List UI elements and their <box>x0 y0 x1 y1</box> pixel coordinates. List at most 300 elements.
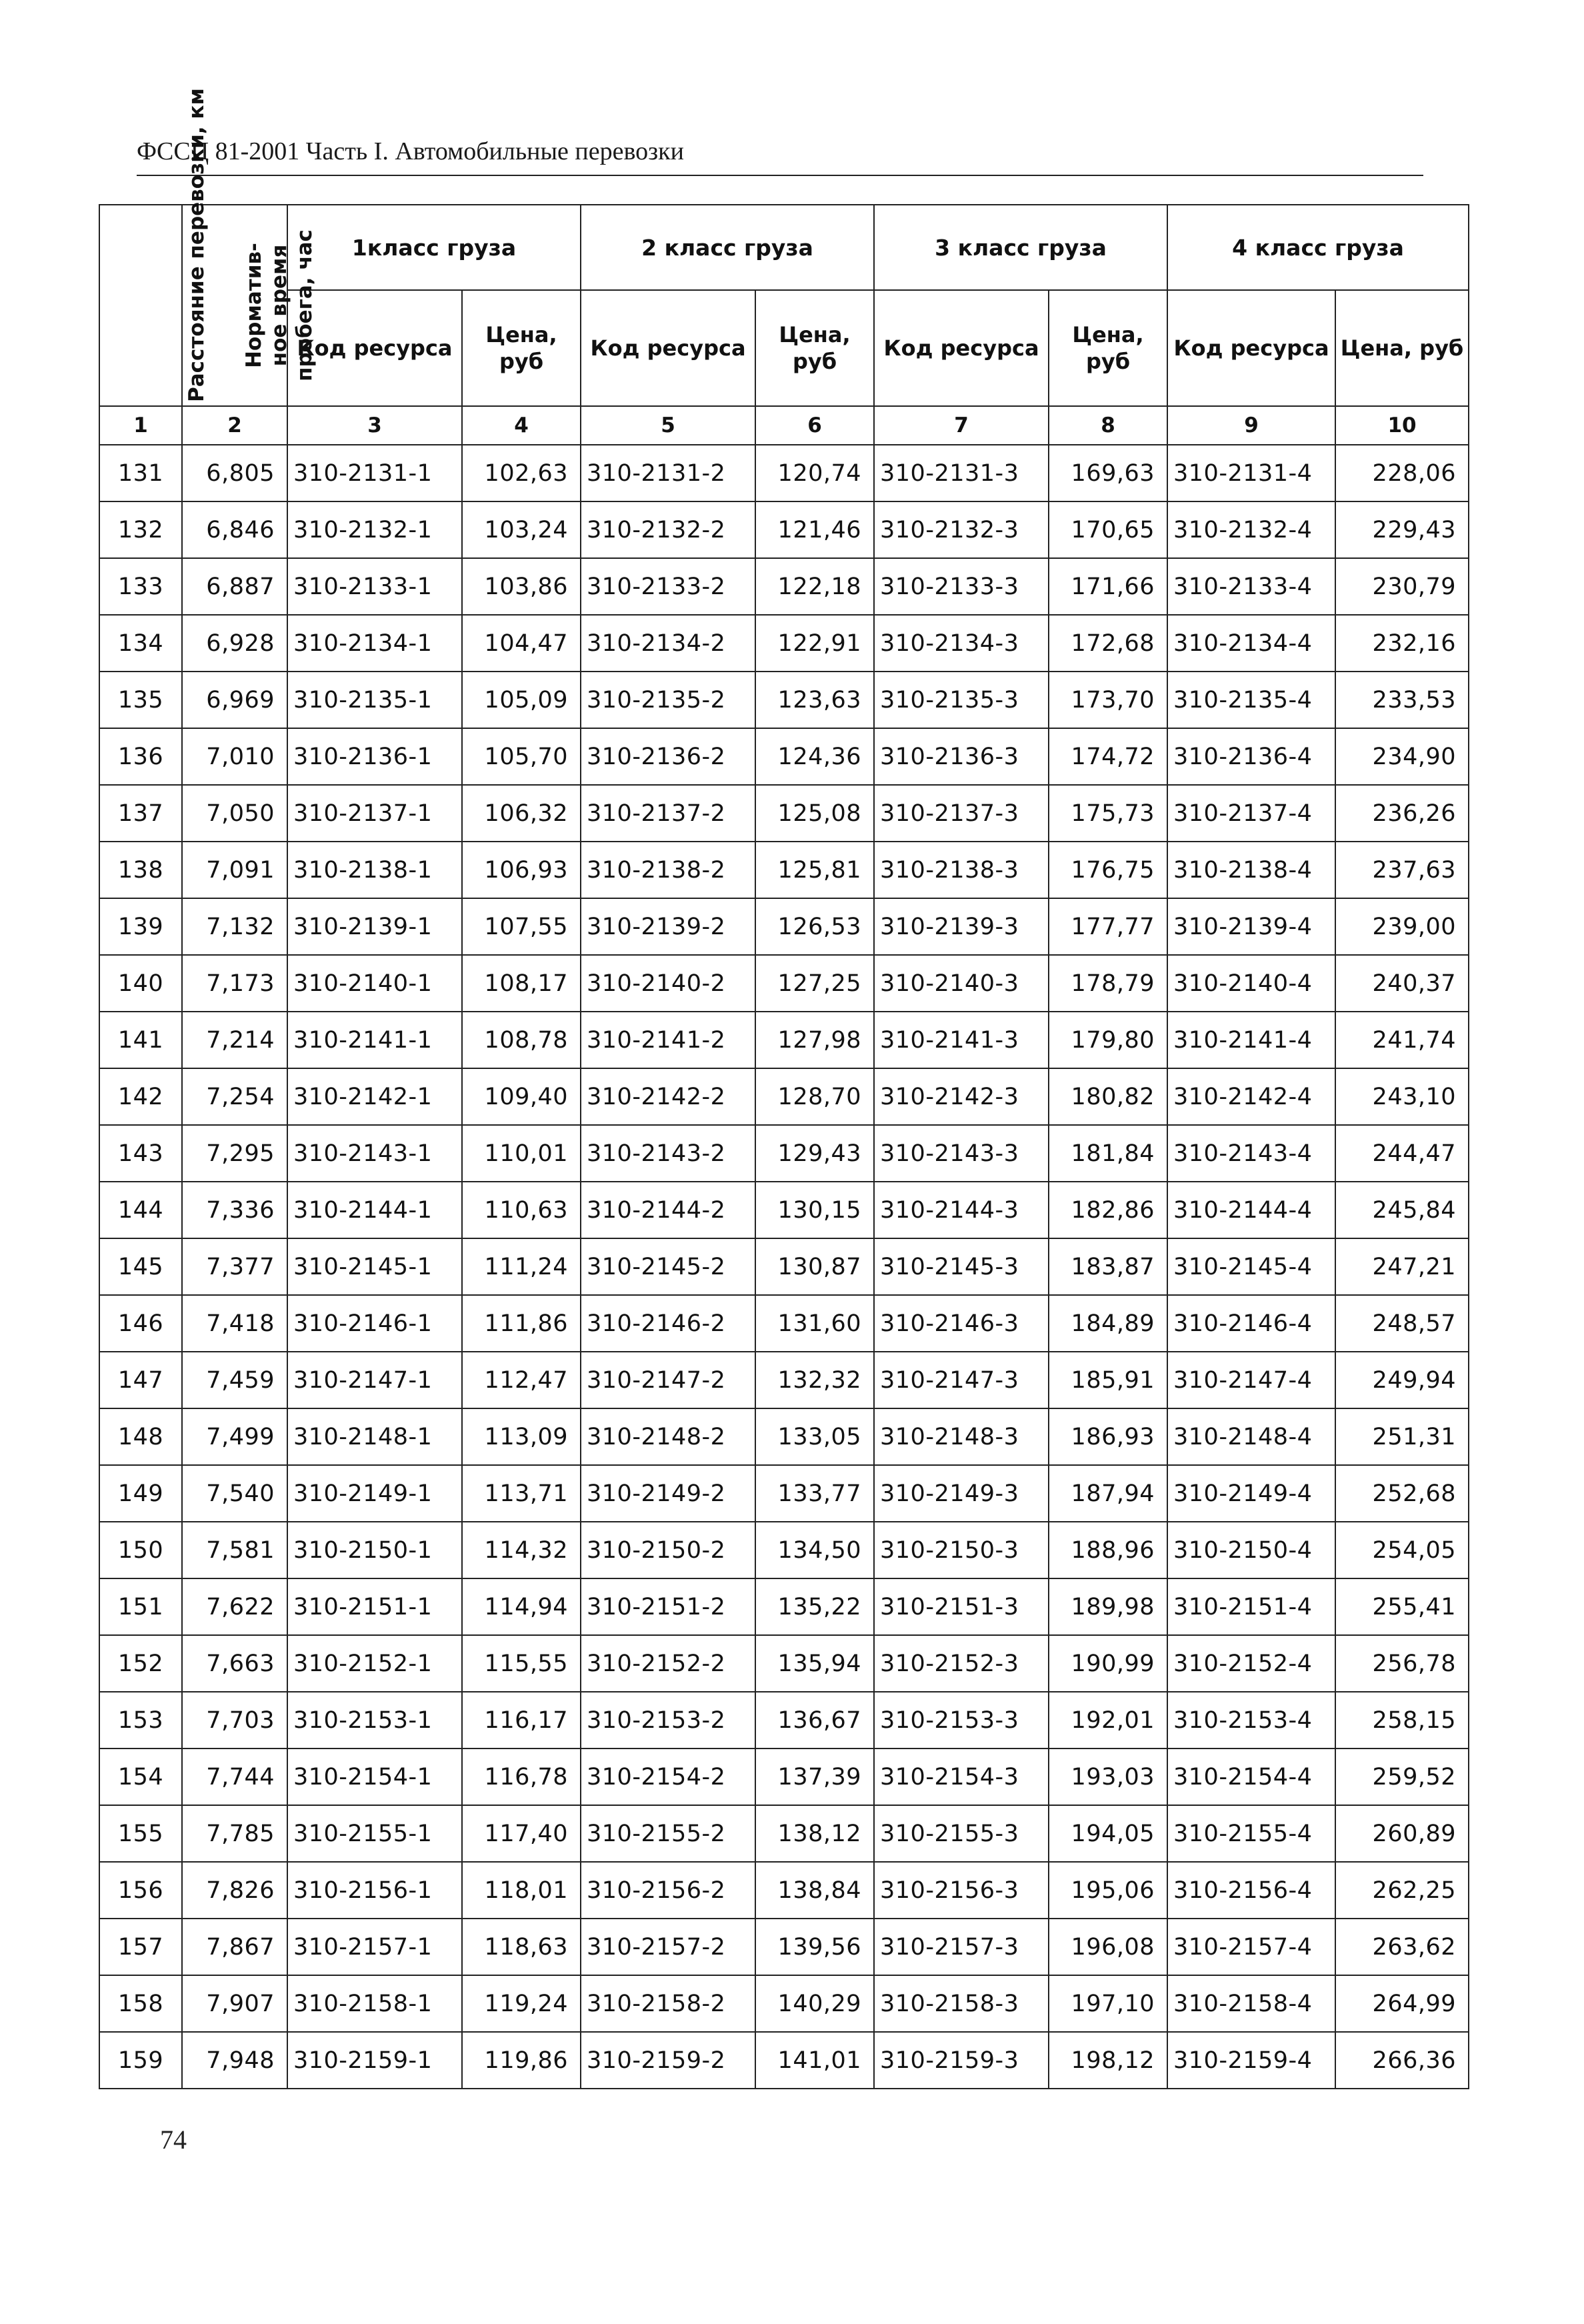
page-header-title: ФССЦ 81-2001 Часть I. Автомобильные перевозки <box>137 137 684 165</box>
class3-price-cell: 194,05 <box>1049 1805 1167 1862</box>
table-row <box>99 1522 1469 1578</box>
class3-code-cell: 310-2143-3 <box>874 1125 1049 1182</box>
sub-header-price: Цена, руб <box>462 290 581 406</box>
class4-code-cell: 310-2148-4 <box>1167 1408 1335 1465</box>
class1-price-cell: 107,55 <box>462 898 581 955</box>
class-header-4: 4 класс груза <box>1167 205 1469 290</box>
norm-time-cell: 7,050 <box>182 785 287 842</box>
norm-time-cell: 7,091 <box>182 842 287 898</box>
class2-code-cell: 310-2143-2 <box>581 1125 755 1182</box>
class4-price-cell: 262,25 <box>1335 1862 1469 1919</box>
class2-price-cell: 122,91 <box>755 615 874 672</box>
class1-price-cell: 111,86 <box>462 1295 581 1352</box>
class1-code-cell: 310-2151-1 <box>287 1578 462 1635</box>
norm-time-line-2: ное время <box>267 244 291 367</box>
class-header-3: 3 класс груза <box>874 205 1167 290</box>
class1-price-cell: 110,63 <box>462 1182 581 1238</box>
distance-cell: 134 <box>99 615 182 672</box>
class3-code-cell: 310-2138-3 <box>874 842 1049 898</box>
class4-code-cell: 310-2134-4 <box>1167 615 1335 672</box>
class4-price-cell: 249,94 <box>1335 1352 1469 1408</box>
norm-time-cell: 7,336 <box>182 1182 287 1238</box>
table-row <box>99 1408 1469 1465</box>
col-header-distance-label: Расстояние перевозки, км <box>185 88 209 402</box>
class2-code-cell: 310-2148-2 <box>581 1408 755 1465</box>
norm-time-cell: 7,703 <box>182 1692 287 1749</box>
distance-cell: 149 <box>99 1465 182 1522</box>
class2-price-cell: 133,77 <box>755 1465 874 1522</box>
norm-time-cell: 6,928 <box>182 615 287 672</box>
class-header-1: 1класс груза <box>287 205 581 290</box>
table-row <box>99 898 1469 955</box>
norm-time-cell: 7,581 <box>182 1522 287 1578</box>
class1-price-cell: 105,09 <box>462 672 581 728</box>
class3-price-cell: 188,96 <box>1049 1522 1167 1578</box>
table-row <box>99 1862 1469 1919</box>
class3-code-cell: 310-2153-3 <box>874 1692 1049 1749</box>
norm-time-cell: 7,907 <box>182 1975 287 2032</box>
distance-cell: 157 <box>99 1919 182 1975</box>
class1-code-cell: 310-2133-1 <box>287 558 462 615</box>
table-row <box>99 1238 1469 1295</box>
distance-cell: 152 <box>99 1635 182 1692</box>
sub-header-price: Цена, руб <box>1049 290 1167 406</box>
class1-code-cell: 310-2138-1 <box>287 842 462 898</box>
class2-code-cell: 310-2159-2 <box>581 2032 755 2089</box>
col-header-norm-time-label <box>241 209 317 402</box>
class3-code-cell: 310-2132-3 <box>874 501 1049 558</box>
table-row <box>99 785 1469 842</box>
column-number: 10 <box>1335 406 1469 445</box>
class4-code-cell: 310-2141-4 <box>1167 1012 1335 1068</box>
class2-price-cell: 122,18 <box>755 558 874 615</box>
class4-code-cell: 310-2158-4 <box>1167 1975 1335 2032</box>
class2-price-cell: 133,05 <box>755 1408 874 1465</box>
class4-code-cell: 310-2155-4 <box>1167 1805 1335 1862</box>
distance-cell: 139 <box>99 898 182 955</box>
class4-code-cell: 310-2151-4 <box>1167 1578 1335 1635</box>
class4-code-cell: 310-2159-4 <box>1167 2032 1335 2089</box>
class3-price-cell: 187,94 <box>1049 1465 1167 1522</box>
table-row <box>99 955 1469 1012</box>
class2-code-cell: 310-2134-2 <box>581 615 755 672</box>
class4-price-cell: 254,05 <box>1335 1522 1469 1578</box>
class3-price-cell: 171,66 <box>1049 558 1167 615</box>
class3-code-cell: 310-2152-3 <box>874 1635 1049 1692</box>
class3-price-cell: 182,86 <box>1049 1182 1167 1238</box>
class2-code-cell: 310-2158-2 <box>581 1975 755 2032</box>
distance-cell: 133 <box>99 558 182 615</box>
class4-price-cell: 232,16 <box>1335 615 1469 672</box>
class4-code-cell: 310-2135-4 <box>1167 672 1335 728</box>
table-row <box>99 445 1469 501</box>
class2-price-cell: 137,39 <box>755 1749 874 1805</box>
class4-price-cell: 241,74 <box>1335 1012 1469 1068</box>
table-row <box>99 1578 1469 1635</box>
class1-code-cell: 310-2134-1 <box>287 615 462 672</box>
distance-cell: 141 <box>99 1012 182 1068</box>
norm-time-cell: 7,295 <box>182 1125 287 1182</box>
class4-code-cell: 310-2149-4 <box>1167 1465 1335 1522</box>
class1-code-cell: 310-2143-1 <box>287 1125 462 1182</box>
class4-price-cell: 259,52 <box>1335 1749 1469 1805</box>
class3-price-cell: 197,10 <box>1049 1975 1167 2032</box>
class4-code-cell: 310-2144-4 <box>1167 1182 1335 1238</box>
class2-code-cell: 310-2149-2 <box>581 1465 755 1522</box>
column-number: 3 <box>287 406 462 445</box>
class1-price-cell: 115,55 <box>462 1635 581 1692</box>
class1-price-cell: 113,09 <box>462 1408 581 1465</box>
class3-code-cell: 310-2146-3 <box>874 1295 1049 1352</box>
class2-code-cell: 310-2135-2 <box>581 672 755 728</box>
class1-code-cell: 310-2136-1 <box>287 728 462 785</box>
class3-code-cell: 310-2136-3 <box>874 728 1049 785</box>
distance-cell: 155 <box>99 1805 182 1862</box>
class3-code-cell: 310-2157-3 <box>874 1919 1049 1975</box>
class2-code-cell: 310-2131-2 <box>581 445 755 501</box>
class1-code-cell: 310-2149-1 <box>287 1465 462 1522</box>
sub-header-code: Код ресурса <box>1167 290 1335 406</box>
class1-price-cell: 114,94 <box>462 1578 581 1635</box>
class4-price-cell: 228,06 <box>1335 445 1469 501</box>
table-row <box>99 728 1469 785</box>
class3-price-cell: 185,91 <box>1049 1352 1167 1408</box>
class-header-2: 2 класс груза <box>581 205 874 290</box>
class2-code-cell: 310-2154-2 <box>581 1749 755 1805</box>
class3-code-cell: 310-2137-3 <box>874 785 1049 842</box>
class2-code-cell: 310-2140-2 <box>581 955 755 1012</box>
norm-time-cell: 6,887 <box>182 558 287 615</box>
sub-header-price: Цена, руб <box>1335 290 1469 406</box>
class1-price-cell: 114,32 <box>462 1522 581 1578</box>
class1-price-cell: 110,01 <box>462 1125 581 1182</box>
distance-cell: 159 <box>99 2032 182 2089</box>
class1-code-cell: 310-2142-1 <box>287 1068 462 1125</box>
class4-price-cell: 266,36 <box>1335 2032 1469 2089</box>
class2-price-cell: 126,53 <box>755 898 874 955</box>
class1-code-cell: 310-2155-1 <box>287 1805 462 1862</box>
class4-code-cell: 310-2140-4 <box>1167 955 1335 1012</box>
class1-price-cell: 102,63 <box>462 445 581 501</box>
class4-code-cell: 310-2137-4 <box>1167 785 1335 842</box>
class3-code-cell: 310-2145-3 <box>874 1238 1049 1295</box>
norm-time-cell: 7,622 <box>182 1578 287 1635</box>
class2-code-cell: 310-2133-2 <box>581 558 755 615</box>
class3-code-cell: 310-2147-3 <box>874 1352 1049 1408</box>
class1-price-cell: 109,40 <box>462 1068 581 1125</box>
distance-cell: 150 <box>99 1522 182 1578</box>
class3-price-cell: 195,06 <box>1049 1862 1167 1919</box>
class2-price-cell: 135,22 <box>755 1578 874 1635</box>
distance-cell: 158 <box>99 1975 182 2032</box>
class4-code-cell: 310-2146-4 <box>1167 1295 1335 1352</box>
class1-code-cell: 310-2153-1 <box>287 1692 462 1749</box>
sub-header-code: Код ресурса <box>287 290 462 406</box>
class3-price-cell: 189,98 <box>1049 1578 1167 1635</box>
table-row <box>99 1975 1469 2032</box>
table-row <box>99 1182 1469 1238</box>
norm-time-cell: 7,948 <box>182 2032 287 2089</box>
table-row <box>99 1919 1469 1975</box>
distance-cell: 148 <box>99 1408 182 1465</box>
class4-price-cell: 236,26 <box>1335 785 1469 842</box>
class1-code-cell: 310-2132-1 <box>287 501 462 558</box>
class4-code-cell: 310-2147-4 <box>1167 1352 1335 1408</box>
class3-price-cell: 179,80 <box>1049 1012 1167 1068</box>
class4-price-cell: 234,90 <box>1335 728 1469 785</box>
class2-price-cell: 127,25 <box>755 955 874 1012</box>
class1-price-cell: 108,17 <box>462 955 581 1012</box>
column-number: 5 <box>581 406 755 445</box>
norm-time-cell: 7,785 <box>182 1805 287 1862</box>
class3-code-cell: 310-2133-3 <box>874 558 1049 615</box>
class2-price-cell: 125,08 <box>755 785 874 842</box>
class4-price-cell: 251,31 <box>1335 1408 1469 1465</box>
norm-time-cell: 7,867 <box>182 1919 287 1975</box>
class2-price-cell: 129,43 <box>755 1125 874 1182</box>
class3-code-cell: 310-2131-3 <box>874 445 1049 501</box>
norm-time-cell: 6,846 <box>182 501 287 558</box>
distance-cell: 145 <box>99 1238 182 1295</box>
class2-price-cell: 121,46 <box>755 501 874 558</box>
class4-code-cell: 310-2156-4 <box>1167 1862 1335 1919</box>
column-number: 7 <box>874 406 1049 445</box>
class2-code-cell: 310-2136-2 <box>581 728 755 785</box>
class4-code-cell: 310-2143-4 <box>1167 1125 1335 1182</box>
table-row <box>99 1068 1469 1125</box>
class1-code-cell: 310-2141-1 <box>287 1012 462 1068</box>
distance-cell: 151 <box>99 1578 182 1635</box>
norm-time-cell: 7,132 <box>182 898 287 955</box>
class1-code-cell: 310-2147-1 <box>287 1352 462 1408</box>
class4-price-cell: 230,79 <box>1335 558 1469 615</box>
class2-code-cell: 310-2142-2 <box>581 1068 755 1125</box>
class3-price-cell: 176,75 <box>1049 842 1167 898</box>
distance-cell: 153 <box>99 1692 182 1749</box>
class3-price-cell: 172,68 <box>1049 615 1167 672</box>
class2-code-cell: 310-2139-2 <box>581 898 755 955</box>
class1-code-cell: 310-2150-1 <box>287 1522 462 1578</box>
class3-code-cell: 310-2159-3 <box>874 2032 1049 2089</box>
table-row <box>99 1352 1469 1408</box>
class2-price-cell: 130,87 <box>755 1238 874 1295</box>
class4-code-cell: 310-2138-4 <box>1167 842 1335 898</box>
class4-price-cell: 248,57 <box>1335 1295 1469 1352</box>
col-header-distance <box>99 88 209 406</box>
norm-time-cell: 7,010 <box>182 728 287 785</box>
sub-header-price: Цена, руб <box>755 290 874 406</box>
class2-price-cell: 130,15 <box>755 1182 874 1238</box>
class2-price-cell: 136,67 <box>755 1692 874 1749</box>
norm-time-cell: 7,254 <box>182 1068 287 1125</box>
norm-time-cell: 7,418 <box>182 1295 287 1352</box>
class4-code-cell: 310-2153-4 <box>1167 1692 1335 1749</box>
norm-time-cell: 6,805 <box>182 445 287 501</box>
class2-code-cell: 310-2156-2 <box>581 1862 755 1919</box>
norm-time-cell: 7,663 <box>182 1635 287 1692</box>
class2-price-cell: 123,63 <box>755 672 874 728</box>
class1-price-cell: 112,47 <box>462 1352 581 1408</box>
table-row <box>99 1635 1469 1692</box>
class1-code-cell: 310-2139-1 <box>287 898 462 955</box>
table-row <box>99 501 1469 558</box>
class4-code-cell: 310-2145-4 <box>1167 1238 1335 1295</box>
class3-code-cell: 310-2151-3 <box>874 1578 1049 1635</box>
class1-price-cell: 111,24 <box>462 1238 581 1295</box>
class4-price-cell: 263,62 <box>1335 1919 1469 1975</box>
class4-price-cell: 260,89 <box>1335 1805 1469 1862</box>
table-row <box>99 1749 1469 1805</box>
page-number: 74 <box>160 2125 187 2155</box>
class1-code-cell: 310-2131-1 <box>287 445 462 501</box>
class1-price-cell: 104,47 <box>462 615 581 672</box>
class4-price-cell: 252,68 <box>1335 1465 1469 1522</box>
class2-price-cell: 128,70 <box>755 1068 874 1125</box>
class3-code-cell: 310-2135-3 <box>874 672 1049 728</box>
class1-price-cell: 103,24 <box>462 501 581 558</box>
table-row <box>99 1125 1469 1182</box>
class4-price-cell: 229,43 <box>1335 501 1469 558</box>
class3-price-cell: 170,65 <box>1049 501 1167 558</box>
class2-code-cell: 310-2155-2 <box>581 1805 755 1862</box>
class1-code-cell: 310-2140-1 <box>287 955 462 1012</box>
column-number-row <box>99 406 1469 445</box>
class4-code-cell: 310-2142-4 <box>1167 1068 1335 1125</box>
class3-code-cell: 310-2144-3 <box>874 1182 1049 1238</box>
class1-code-cell: 310-2156-1 <box>287 1862 462 1919</box>
class3-price-cell: 177,77 <box>1049 898 1167 955</box>
class1-price-cell: 119,86 <box>462 2032 581 2089</box>
class1-price-cell: 113,71 <box>462 1465 581 1522</box>
table-body <box>99 445 1469 2089</box>
table-row <box>99 1692 1469 1749</box>
class4-price-cell: 244,47 <box>1335 1125 1469 1182</box>
class4-code-cell: 310-2157-4 <box>1167 1919 1335 1975</box>
class3-price-cell: 173,70 <box>1049 672 1167 728</box>
class4-price-cell: 243,10 <box>1335 1068 1469 1125</box>
class4-price-cell: 240,37 <box>1335 955 1469 1012</box>
class4-code-cell: 310-2132-4 <box>1167 501 1335 558</box>
class3-code-cell: 310-2148-3 <box>874 1408 1049 1465</box>
class3-price-cell: 183,87 <box>1049 1238 1167 1295</box>
class3-code-cell: 310-2142-3 <box>874 1068 1049 1125</box>
class3-price-cell: 196,08 <box>1049 1919 1167 1975</box>
distance-cell: 144 <box>99 1182 182 1238</box>
class3-price-cell: 178,79 <box>1049 955 1167 1012</box>
class3-code-cell: 310-2134-3 <box>874 615 1049 672</box>
class2-price-cell: 124,36 <box>755 728 874 785</box>
class2-price-cell: 138,12 <box>755 1805 874 1862</box>
class3-price-cell: 192,01 <box>1049 1692 1167 1749</box>
sub-header-code: Код ресурса <box>581 290 755 406</box>
class4-price-cell: 264,99 <box>1335 1975 1469 2032</box>
class4-code-cell: 310-2139-4 <box>1167 898 1335 955</box>
class1-code-cell: 310-2152-1 <box>287 1635 462 1692</box>
class3-code-cell: 310-2139-3 <box>874 898 1049 955</box>
class1-price-cell: 108,78 <box>462 1012 581 1068</box>
class2-code-cell: 310-2152-2 <box>581 1635 755 1692</box>
class3-price-cell: 181,84 <box>1049 1125 1167 1182</box>
distance-cell: 142 <box>99 1068 182 1125</box>
norm-time-cell: 7,377 <box>182 1238 287 1295</box>
class2-code-cell: 310-2138-2 <box>581 842 755 898</box>
class4-price-cell: 255,41 <box>1335 1578 1469 1635</box>
table-row <box>99 842 1469 898</box>
table-row <box>99 1295 1469 1352</box>
class1-code-cell: 310-2148-1 <box>287 1408 462 1465</box>
distance-cell: 132 <box>99 501 182 558</box>
class1-code-cell: 310-2157-1 <box>287 1919 462 1975</box>
class1-code-cell: 310-2146-1 <box>287 1295 462 1352</box>
class3-price-cell: 184,89 <box>1049 1295 1167 1352</box>
class3-price-cell: 198,12 <box>1049 2032 1167 2089</box>
class1-price-cell: 118,63 <box>462 1919 581 1975</box>
norm-time-cell: 7,214 <box>182 1012 287 1068</box>
table-row <box>99 1465 1469 1522</box>
class2-code-cell: 310-2153-2 <box>581 1692 755 1749</box>
class3-price-cell: 169,63 <box>1049 445 1167 501</box>
column-number: 2 <box>182 406 287 445</box>
class4-code-cell: 310-2133-4 <box>1167 558 1335 615</box>
class3-price-cell: 190,99 <box>1049 1635 1167 1692</box>
table-row <box>99 1012 1469 1068</box>
distance-cell: 156 <box>99 1862 182 1919</box>
table-row <box>99 558 1469 615</box>
distance-cell: 154 <box>99 1749 182 1805</box>
class4-price-cell: 247,21 <box>1335 1238 1469 1295</box>
class3-price-cell: 186,93 <box>1049 1408 1167 1465</box>
norm-time-cell: 6,969 <box>182 672 287 728</box>
distance-cell: 140 <box>99 955 182 1012</box>
class2-code-cell: 310-2151-2 <box>581 1578 755 1635</box>
distance-cell: 137 <box>99 785 182 842</box>
table-row <box>99 2032 1469 2089</box>
class1-price-cell: 106,32 <box>462 785 581 842</box>
class2-price-cell: 138,84 <box>755 1862 874 1919</box>
class3-code-cell: 310-2141-3 <box>874 1012 1049 1068</box>
class1-code-cell: 310-2158-1 <box>287 1975 462 2032</box>
class1-price-cell: 116,17 <box>462 1692 581 1749</box>
column-number: 1 <box>99 406 182 445</box>
norm-time-line-3: пробега, час <box>293 229 317 381</box>
class2-code-cell: 310-2144-2 <box>581 1182 755 1238</box>
class4-code-cell: 310-2152-4 <box>1167 1635 1335 1692</box>
table-row <box>99 1805 1469 1862</box>
norm-time-cell: 7,499 <box>182 1408 287 1465</box>
class1-price-cell: 119,24 <box>462 1975 581 2032</box>
class2-price-cell: 140,29 <box>755 1975 874 2032</box>
class2-price-cell: 132,32 <box>755 1352 874 1408</box>
column-number: 8 <box>1049 406 1167 445</box>
class3-code-cell: 310-2156-3 <box>874 1862 1049 1919</box>
class4-code-cell: 310-2136-4 <box>1167 728 1335 785</box>
class1-price-cell: 105,70 <box>462 728 581 785</box>
class2-code-cell: 310-2132-2 <box>581 501 755 558</box>
class2-price-cell: 139,56 <box>755 1919 874 1975</box>
class2-code-cell: 310-2147-2 <box>581 1352 755 1408</box>
class2-price-cell: 127,98 <box>755 1012 874 1068</box>
class2-code-cell: 310-2145-2 <box>581 1238 755 1295</box>
table-row <box>99 615 1469 672</box>
table-row <box>99 672 1469 728</box>
class1-code-cell: 310-2159-1 <box>287 2032 462 2089</box>
class3-price-cell: 174,72 <box>1049 728 1167 785</box>
class4-price-cell: 239,00 <box>1335 898 1469 955</box>
norm-time-line-1: Норматив- <box>242 243 266 368</box>
class2-price-cell: 125,81 <box>755 842 874 898</box>
norm-time-cell: 7,744 <box>182 1749 287 1805</box>
column-number: 4 <box>462 406 581 445</box>
